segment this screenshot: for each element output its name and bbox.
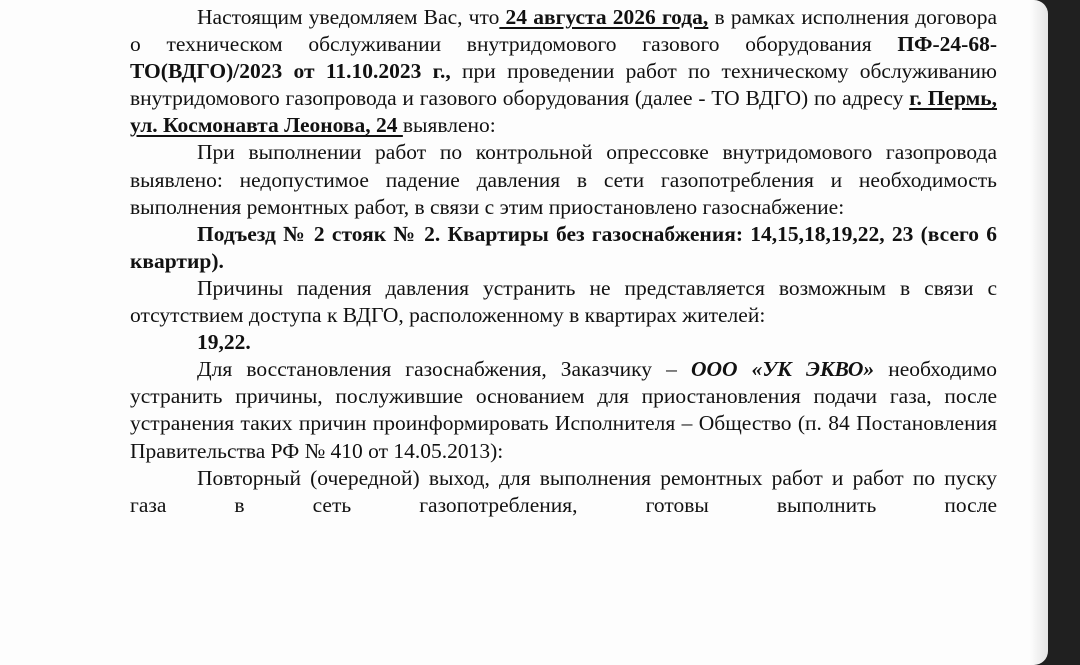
notice-date: 24 августа 2026 года,	[499, 5, 709, 29]
restoration-text: необходимо устранить причины, послужившие основанием для приостановления подачи газа, после устранения таких причин проинформировать Исполнителя – Общество (п. 84 Постановления Правительства РФ № 410 от 14.05.2013):	[130, 357, 998, 463]
restoration-intro: Для восстановления газоснабжения, Заказчику –	[197, 357, 691, 382]
object-address: г. Пермь, ул. Космонавта Леонова, 24	[130, 86, 997, 138]
paragraph-restoration	[130, 356, 997, 464]
paragraph-no-access: Причины падения давления устранить не представляется возможным в связи с отсутствием доступа к ВДГО, расположенному в квартирах жителей:	[130, 275, 997, 328]
notice-intro: Настоящим уведомляем Вас, что	[197, 5, 500, 29]
notice-found: выявлено:	[402, 113, 496, 138]
paragraph-pressure-test: При выполнении работ по контрольной опрессовке внутридомового газопровода выявлено: недопустимое падение давления в сети газопотребления и необходимость выполнения ремонтных работ, в связи с этим приостановлено газоснабжение:	[130, 140, 997, 219]
paragraph-notice	[130, 4, 997, 139]
document-body	[130, 4, 997, 519]
paragraph-apartment-list: 19,22.	[197, 330, 251, 355]
notice-work-text: при проведении работ по техническому обслуживанию внутридомового газопровода и газового оборудования (далее - ТО ВДГО) по адресу	[130, 59, 997, 111]
notice-contract-intro: в рамках исполнения договора о техническом обслуживании внутридомового газового оборудования	[130, 5, 997, 57]
paragraph-repeat-visit: Повторный (очередной) выход, для выполнения ремонтных работ и работ по пуску газа в сеть газопотребления, готовы выполнить после	[130, 465, 997, 517]
paragraph-apartments: Подъезд № 2 стояк № 2. Квартиры без газоснабжения: 14,15,18,19,22, 23 (всего 6 квартир).	[130, 221, 997, 273]
page-edge-shadow	[1030, 0, 1048, 665]
contract-number: ПФ-24-68-ТО(ВДГО)/2023 от 11.10.2023 г.,	[130, 32, 997, 84]
customer-name: ООО «УК ЭКВО»	[690, 357, 875, 382]
